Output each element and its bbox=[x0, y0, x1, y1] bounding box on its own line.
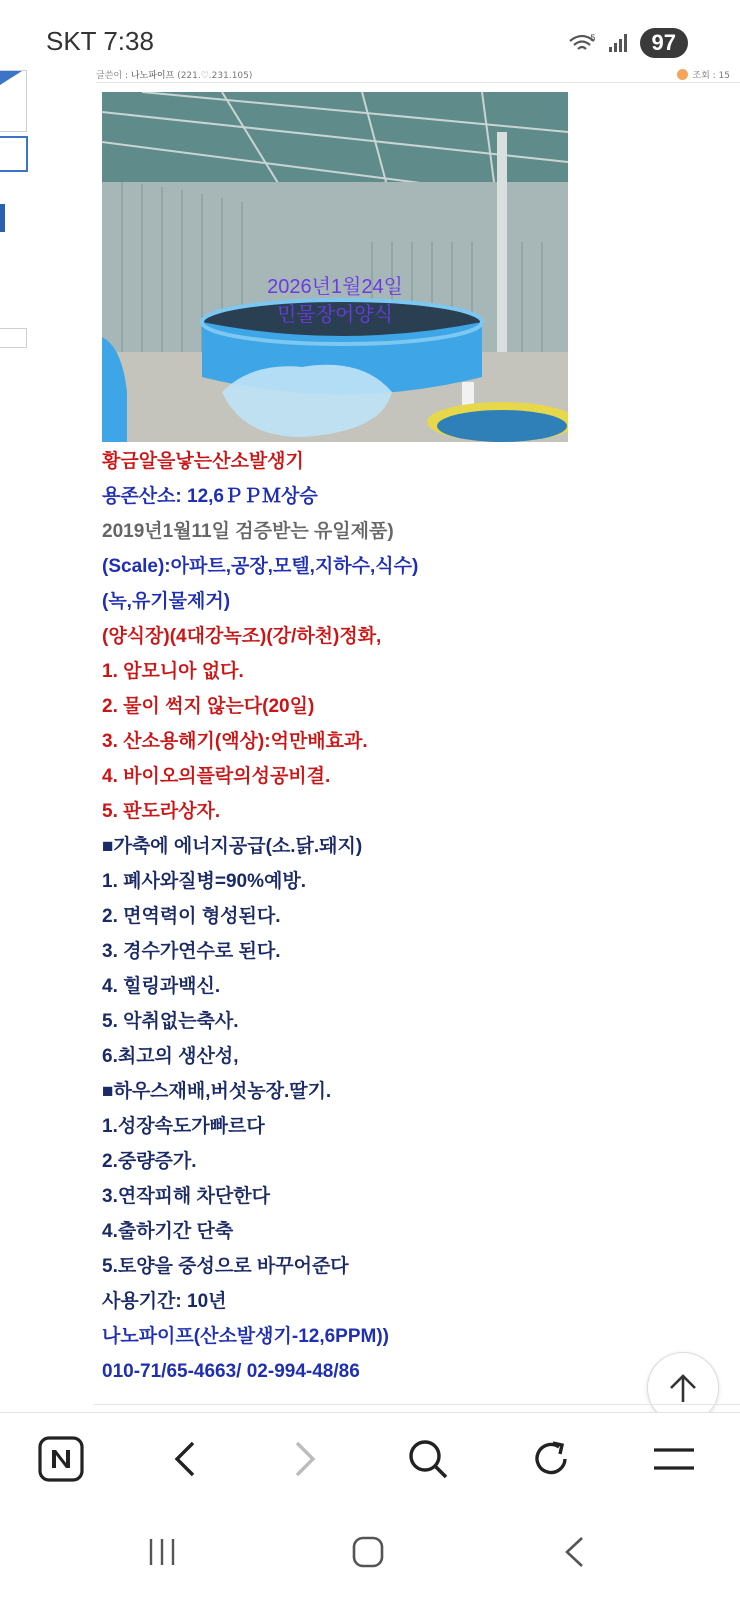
photo-caption-date: 2026년1월24일 bbox=[267, 276, 403, 298]
post-line: 3. 산소용해기(액상):억만배효과. bbox=[102, 731, 368, 752]
status-icons bbox=[568, 28, 688, 58]
sidebar-fragment-box bbox=[0, 70, 27, 132]
post-line: 4. 힐링과백신. bbox=[102, 976, 221, 997]
post-meta bbox=[96, 66, 740, 83]
back-button[interactable] bbox=[160, 1435, 208, 1483]
post-line: 010-71/65-4663/ 02-994-48/86 bbox=[102, 1361, 360, 1382]
photo-caption-title: 민물장어양식 bbox=[277, 304, 393, 326]
sidebar-fragment-input[interactable] bbox=[0, 136, 28, 172]
post-line: 1.성장속도가빠르다 bbox=[102, 1116, 265, 1137]
post-line: 황금알을낳는산소발생기 bbox=[102, 451, 304, 472]
signal-icon bbox=[608, 33, 630, 53]
search-icon bbox=[406, 1437, 450, 1481]
post-line: 1. 암모니아 없다. bbox=[102, 661, 244, 682]
views-icon bbox=[677, 69, 688, 80]
system-back-button[interactable] bbox=[552, 1530, 596, 1574]
post-line: 3. 경수가연수로 된다. bbox=[102, 941, 281, 962]
post-body bbox=[102, 444, 662, 1389]
author-ip: (221.♡.231.105) bbox=[174, 71, 253, 81]
system-home-button[interactable] bbox=[346, 1530, 390, 1574]
wifi-label: 5 bbox=[589, 34, 596, 44]
post-line: 5. 악취없는축사. bbox=[102, 1011, 239, 1032]
recent-apps-button[interactable] bbox=[140, 1530, 184, 1574]
post-line: 사용기간: 10년 bbox=[102, 1291, 227, 1312]
carrier-time: SKT 7:38 bbox=[46, 26, 154, 56]
post-line: ■하우스재배,버섯농장.딸기. bbox=[102, 1081, 332, 1102]
post-line: (Scale):아파트,공장,모텔,지하수,식수) bbox=[102, 556, 419, 577]
left-sidebar-fragment bbox=[0, 64, 30, 364]
post-line: 5. 판도라상자. bbox=[102, 801, 221, 822]
post-line: 6.최고의 생산성, bbox=[102, 1046, 239, 1067]
author-label: 글쓴이 : bbox=[96, 71, 131, 81]
browser-toolbar bbox=[0, 1412, 740, 1503]
reload-icon bbox=[529, 1437, 573, 1481]
back-icon bbox=[169, 1439, 199, 1479]
naver-home-button[interactable] bbox=[37, 1435, 85, 1483]
menu-icon bbox=[652, 1444, 696, 1474]
post-line: 3.연작피해 차단한다 bbox=[102, 1186, 270, 1207]
post-line: 4.출하기간 단축 bbox=[102, 1221, 234, 1242]
post-line: 1. 폐사와질병=90%예방. bbox=[102, 871, 307, 892]
search-button[interactable] bbox=[404, 1435, 452, 1483]
author-name[interactable]: 나노파이프 bbox=[130, 71, 175, 81]
views-count: 조회 : 15 bbox=[692, 71, 730, 81]
content-divider bbox=[94, 1404, 740, 1405]
arrow-up-icon bbox=[668, 1372, 698, 1404]
post-line: 2. 물이 썩지 않는다(20일) bbox=[102, 696, 315, 717]
post-line: (녹,유기물제거) bbox=[102, 591, 231, 612]
battery-indicator: 97 bbox=[640, 28, 688, 58]
home-icon bbox=[351, 1535, 385, 1569]
post-line: 5.토양을 중성으로 바꾸어준다 bbox=[102, 1256, 349, 1277]
sidebar-fragment-field[interactable] bbox=[0, 328, 27, 348]
forward-icon bbox=[291, 1439, 321, 1479]
naver-home-icon bbox=[38, 1436, 84, 1482]
post-line: 나노파이프(산소발생기-12,6PPM)) bbox=[102, 1326, 390, 1347]
post-line: ■가축에 에너지공급(소.닭.돼지) bbox=[102, 836, 363, 857]
menu-button[interactable] bbox=[650, 1435, 698, 1483]
system-back-icon bbox=[562, 1535, 586, 1569]
system-navigation-bar bbox=[0, 1510, 740, 1603]
post-line: (양식장)(4대강녹조)(강/하천)정화, bbox=[102, 626, 382, 647]
post-line: 4. 바이오의플락의성공비결. bbox=[102, 766, 331, 787]
post-views bbox=[677, 68, 730, 81]
recent-apps-icon bbox=[145, 1537, 179, 1567]
post-photo bbox=[102, 92, 568, 442]
post-line: 2019년1월11일 검증받는 유일제품) bbox=[102, 521, 394, 542]
post-author bbox=[96, 68, 252, 81]
post-line: 2. 면역력이 형성된다. bbox=[102, 906, 281, 927]
reload-button[interactable] bbox=[527, 1435, 575, 1483]
forward-button[interactable] bbox=[282, 1435, 330, 1483]
status-bar bbox=[0, 0, 740, 64]
wifi-icon bbox=[568, 32, 598, 54]
post-line: 2.중량증가. bbox=[102, 1151, 197, 1172]
sidebar-fragment-mark bbox=[0, 204, 5, 232]
post-line: 용존산소: 12,6ＰＰＭ상승 bbox=[102, 486, 318, 507]
